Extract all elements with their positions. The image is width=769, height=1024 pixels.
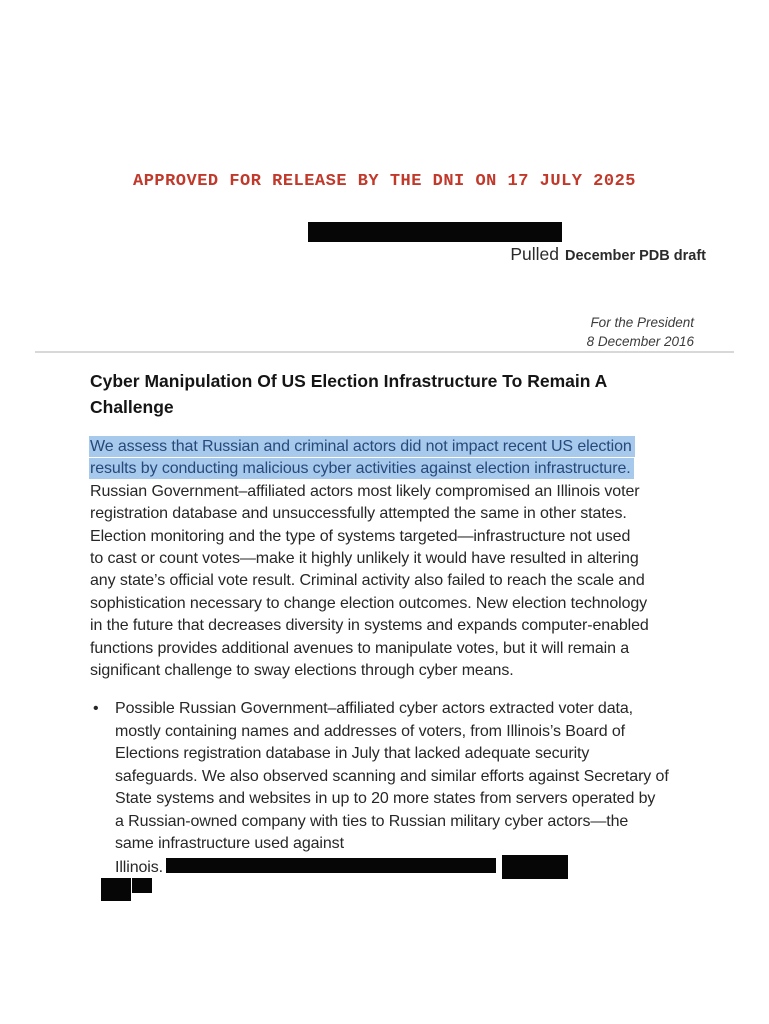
text-line: Elections registration database in July that lacked adequate security	[115, 745, 590, 763]
text-line: safeguards. We also observed scanning and similar efforts against Secretary of	[115, 767, 669, 785]
bullet-body	[115, 698, 760, 900]
illinois-tail: Illinois.	[115, 859, 164, 877]
text-line: in the future that decreases diversity in systems and expands computer-enabled	[90, 617, 649, 635]
text-line: a Russian-owned company with ties to Russian military cyber actors—the	[115, 812, 629, 830]
summary-body	[90, 481, 760, 683]
text-line: registration database and unsuccessfully attempted the same in other states.	[90, 505, 627, 523]
approval-notice: APPROVED FOR RELEASE BY THE DNI ON 17 JULY 2025	[133, 172, 636, 191]
bullet-glyph: •	[93, 700, 99, 718]
text-line: sophistication necessary to change election outcomes. New election technology	[90, 594, 648, 612]
illinois-redaction-box-right	[502, 855, 568, 879]
text-line: any state’s official vote result. Criminal activity also failed to reach the scale and	[90, 572, 645, 590]
text-line: to cast or count votes—make it highly unlikely it would have resulted in altering	[90, 550, 639, 568]
text-line: results by conducting malicious cyber activities against election infrastructure.	[90, 458, 760, 480]
header-redaction-bar	[308, 222, 562, 242]
text-line: Election monitoring and the type of systems targeted—infrastructure not used	[90, 527, 631, 545]
text-line: Cyber Manipulation Of US Election Infrastructure To Remain A	[90, 371, 608, 391]
masthead-for-line: For the President	[590, 315, 694, 330]
bullet-lines	[115, 698, 760, 855]
pulled-label: December PDB draft	[564, 248, 706, 264]
text-line: functions provides additional avenues to manipulate votes, but it will remain a	[90, 639, 630, 657]
text-line: same infrastructure used against	[115, 834, 344, 852]
article	[90, 368, 760, 901]
text-line: Challenge	[90, 397, 174, 417]
text-line: mostly containing names and addresses of voters, from Illinois’s Board of	[115, 722, 625, 740]
text-line: State systems and websites in up to 20 more states from servers operated by	[115, 790, 656, 808]
summary-highlight	[90, 436, 760, 481]
bullet-last-line	[115, 855, 760, 879]
text-line: Possible Russian Government–affiliated cyber actors extracted voter data,	[115, 700, 634, 718]
text-line: significant challenge to sway elections through cyber means.	[90, 662, 514, 680]
illinois-redaction-bar	[166, 858, 496, 873]
small-redaction-box-2	[132, 878, 152, 893]
masthead-date-line: 8 December 2016	[586, 333, 694, 349]
text-line: Russian Government–affiliated actors most likely compromised an Illinois voter	[90, 482, 640, 500]
small-redactions	[101, 878, 760, 901]
small-redaction-box-1	[101, 878, 131, 901]
article-title	[90, 368, 760, 420]
bullet-item	[90, 698, 760, 900]
text-line: We assess that Russian and criminal actors did not impact recent US election	[90, 436, 760, 458]
divider-line	[35, 351, 734, 353]
masthead	[587, 314, 694, 351]
pulled-prefix: Pulled	[510, 244, 559, 264]
pulled-line	[510, 244, 706, 265]
